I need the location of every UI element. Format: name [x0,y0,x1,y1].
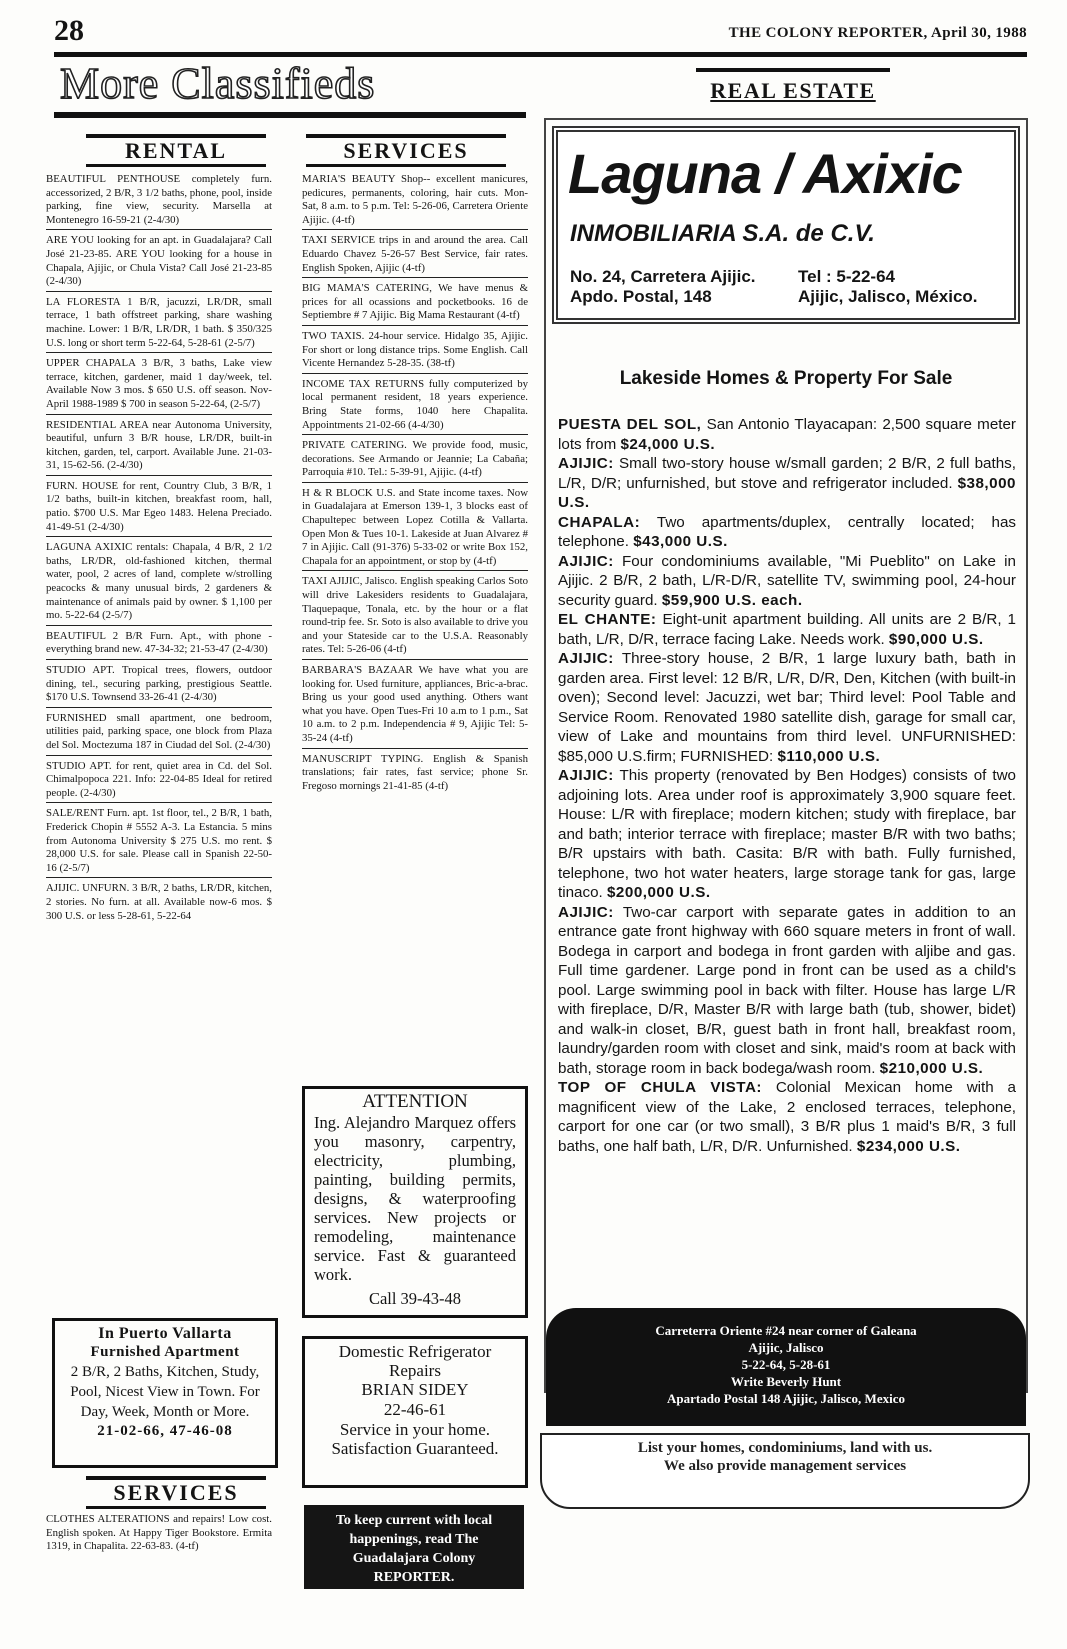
real-estate-panel [544,118,1028,1474]
real-estate-title: REAL ESTATE [696,68,890,104]
refrigerator-name: BRIAN SIDEY [361,1380,469,1399]
newspaper-dateline: THE COLONY REPORTER, April 30, 1988 [728,25,1027,41]
rental-ad: FURN. HOUSE for rent, Country Club, 3 B/R, 1 1/2 baths, built-in kitchen, breakfast room, hall, patio. $700 U.S. Mar Egeo 1483. Helena Preciado. 41-49-51 (2-4/30) [46,479,272,537]
listing-location: EL CHANTE: [558,611,657,628]
property-listings [558,415,1016,1156]
rental-ad: BEAUTIFUL PENTHOUSE completely furn. accessorized, 2 B/R, 3 1/2 baths, phone, pool, inside parking, fine view, security. Marsella at Montenegro 16-59-21 (2-4/30) [46,172,272,230]
services-ad: INCOME TAX RETURNS fully computerized by local permanent resident, 18 years experience. Bring State forms, 1040 here Chapalita. Appointments 21-02-66 (4-4/30) [302,377,528,435]
rental-ad: STUDIO APT. Tropical trees, flowers, outdoor dining, tel., securing parking, prestigious Seattle. $170 U.S. Townsend 33-26-41 (2-4/30) [46,663,272,708]
listing-location: TOP OF CHULA VISTA: [558,1079,762,1096]
attention-ad [302,1086,528,1318]
rental-ad: AJIJIC. UNFURN. 3 B/R, 2 baths, LR/DR, kitchen, 2 stories. No furn. at all. Available now-6 mos. $ 300 U.S. or less 5-28-61, 5-22-64 [46,882,272,922]
laguna-axixic-banner [552,126,1020,324]
section-title: More Classifieds [60,59,376,108]
services-ad: MANUSCRIPT TYPING. English & Spanish translations; fair rates, fast service; phone Sr. Fregoso mornings 21-41-85 (4-tf) [302,752,528,792]
listing-location: AJIJIC: [558,650,614,667]
listing-description: Two-car carport with separate gates in addition to an entrance gate front highway with 660 square meters in front of wall. Bodega in carport and bodega in front garden with aljibe and gas. Full time gardener. Large pond in front can be used as a child's pool. Large swimming pool in back with filter. House has large L/R with fireplace, D/R, Master B/R with large bath (tub, shower, bidet) and walk-in closet, B/R, guest bath in front hall, breakfast room, laundry/garden room with closet and sink, maid's room at back with bath, storage room in back bodega/wash room. [558,903,1016,1077]
listing-location: PUESTA DEL SOL, [558,416,702,433]
property-listing [558,903,1016,1079]
property-listing [558,513,1016,552]
services-heading-left: SERVICES [86,1476,266,1509]
listing-location: AJIJIC: [558,903,614,921]
property-listing [558,766,1016,903]
listing-price: $24,000 U.S. [620,435,716,453]
listing-location: AJIJIC: [558,552,614,570]
rental-ad: RESIDENTIAL AREA near Autonoma University, beautiful, unfurn 3 B/R house, LR/DR, built-in kitchen, garden, tel, carport. Available June. 21-03-31, 15-62-56. (2-4/30) [46,418,272,476]
listing-title: Lakeside Homes & Property For Sale [619,368,953,389]
attention-title: ATTENTION [362,1091,468,1112]
listing-price: $59,900 U.S. each. [661,591,803,609]
section-rule [54,112,526,118]
refrigerator-repairs-ad [302,1336,528,1488]
services-ad: TAXI SERVICE trips in and around the area. Call Eduardo Chavez 5-26-57 Best Service, fair rates. English Spoken, Ajijic (4-tf) [302,233,528,278]
services-ad: PRIVATE CATERING. We provide food, music, decorations. See Armando or Jeannie; La Cabaña; Parroquia #10. Tel.: 5-39-91, Ajijic. (4-tf) [302,438,528,483]
listing-price: $210,000 U.S. [879,1059,984,1077]
puerto-vallarta-ad [52,1318,278,1468]
list-with-us-note: List your homes, condominiums, land with us. We also provide management services [540,1433,1030,1509]
listing-price: $38,000 U.S. [558,474,1016,511]
company-subtitle: INMOBILIARIA S.A. de C.V. [570,220,875,247]
rental-ad: BEAUTIFUL 2 B/R Furn. Apt., with phone - everything brand new. 47-34-32; 21-53-47 (2-4/30) [46,629,272,660]
rental-column [46,172,272,928]
company-contact: Tel : 5-22-64 Ajijic, Jalisco, México. [798,267,978,306]
refrigerator-title: Domestic Refrigerator Repairs [338,1342,492,1380]
rental-ad: FURNISHED small apartment, one bedroom, utilities paid, parking space, one block from Plaza del Sol. Moctezuma 187 in Ciudad del Sol. (2-4/30) [46,711,272,756]
refrigerator-phone: 22-46-61 [383,1400,447,1419]
listing-location: CHAPALA: [558,513,641,531]
listing-description: This property (renovated by Ben Hodges) consists of two adjoining lots. Area under roof is approximately 3,900 square feet. House: L/R with fireplace; modern kitchen; study with fireplace, bar and bath; interior terrace with fireplace; master B/R with two baths; B/R upstairs with bath. Casita: B/R with bath. Fully furnished, telephone, two hot water heaters, large storage tank for gas, large tinaco. [558,767,1016,901]
rental-heading: RENTAL [86,134,266,167]
rental-ad: STUDIO APT. for rent, quiet area in Cd. del Sol. Chimalpopoca 221. Info: 22-04-85 Ideal for retired people. (2-4/30) [46,759,272,804]
page-number: 28 [54,14,84,47]
listing-description: Small two-story house w/small garden; 2 B/R, 2 full baths, L/R, D/R; unfurnished, but stove and refrigerator included. [558,455,1016,492]
services-ad: BIG MAMA'S CATERING, We have menus & prices for all ocassions and pocketbooks. 16 de Septiembre # 7 Ajijic. Big Mama Restaurant (4-tf) [302,281,528,326]
pv-subtitle: Furnished Apartment [90,1344,240,1360]
attention-phone: Call 39-43-48 [368,1289,462,1308]
company-address: No. 24, Carretera Ajijic. Apdo. Postal, 148 [570,267,756,306]
services-ad: MARIA'S BEAUTY Shop-- excellent manicures, pedicures, permanents, coloring, hair cuts. Mon-Sat, 8 a.m. to 5 p.m. Tel: 5-26-06, Carretera Oriente Ajijic. (4-tf) [302,172,528,230]
company-name: Laguna / Axixic [568,142,962,205]
property-listing [558,610,1016,649]
listing-price: $200,000 U.S. [606,884,711,901]
listing-price: $90,000 U.S. [888,630,984,648]
listing-description: San Antonio Tlayacapan: 2,500 square meter lots from [558,416,1016,453]
property-listing [558,415,1016,454]
services-ad: TWO TAXIS. 24-hour service. Hidalgo 35, Ajijic. For short or long distance trips. Some English. Call Vicente Hernandez 5-28-35. (38-tf) [302,329,528,374]
property-listing [558,454,1016,513]
listing-description: Eight-unit apartment building. All units are 2 B/R, 1 bath, L/R, D/R, terrace facing Lake. Needs work. [558,611,1016,648]
property-listing [558,552,1016,611]
listing-description: Two apartments/duplex, centrally located; has telephone. [558,513,1016,550]
listing-price: $110,000 U.S. [777,747,881,765]
contact-block: Carreterra Oriente #24 near corner of Galeana Ajijic, Jalisco 5-22-64, 5-28-61 Write Beverly Hunt Apartado Postal 148 Ajijic, Jalisco, Mexico [546,1308,1026,1426]
listing-location: AJIJIC: [558,455,614,472]
services-ad: BARBARA'S BAZAAR We have what you are looking for. Used furniture, appliances, Bric-a-brac. Bring us your good used anything. Others want what you have. Open Tues-Fri 10 a.m to 1 p.m., Sat 10 a.m. to 2 p.m. Independencia # 9, Ajijic Tel: 5-35-24 (4-tf) [302,663,528,749]
colony-reporter-promo: To keep current with local happenings, read The Guadalajara Colony REPORTER. [304,1505,524,1589]
header-rule [54,52,1027,57]
rental-ad: LA FLORESTA 1 B/R, jacuzzi, LR/DR, small terrace, 1 bath offstreet parking, share washing machine. Lower: 1 B/R, LR/DR, 1 bath. $ 350/325 U.S. long or short term 5-22-64, 5-28-61 (2-5/7) [46,295,272,353]
services-ad: TAXI AJIJIC, Jalisco. English speaking Carlos Soto will drive Lakesiders residents to Guadalajara, Tlaquepaque, Tonala, etc. by the hour or a flat round-trip fee. Sr. Soto is also available to drive you and your Stateside car to the U.S.A. Reasonably rates. Tel: 5-26-06 (4-tf) [302,574,528,660]
rental-ad: ARE YOU looking for an apt. in Guadalajara? Call José 21-23-85. ARE YOU looking for a house in Chapala, Ajijic, or Chula Vista? Call José 21-23-85 (2-4/30) [46,233,272,291]
services-ad: H & R BLOCK U.S. and State income taxes. Now in Guadalajara at Emerson 139-1, 3 blocks east of Chapultepec between Lopez Cotilla & Vallarta. Open Mon & Tues 10-1. Lakeside at Juan Alvarez # 7 in Ajijic. Call (91-376) 5-33-02 or write Box 152, Chapala for an appointment, or stop by (4-tf) [302,486,528,572]
attention-body: Ing. Alejandro Marquez offers you masonry, carpentry, electricity, plumbing, painting, building permits, designs, & waterproofing services. New projects or remodeling, maintenance service. Fast & guaranteed work. [314,1113,516,1284]
rental-ad: SALE/RENT Furn. apt. 1st floor, tel., 2 B/R, 1 bath, Frederick Chopin # 5552 A-3. La Estancia. 5 mins from Autonoma University $ 275 U.S. mo rent. $ 28,000 U.S. for sale. Please call in Spanish 22-50-16 (2-5/7) [46,806,272,878]
property-listing [558,649,1016,766]
listing-price: $234,000 U.S. [856,1137,961,1155]
services-heading: SERVICES [306,134,506,167]
refrigerator-body: Service in your home. Satisfaction Guaranteed. [331,1420,499,1458]
pv-phones: 21-02-66, 47-46-08 [97,1423,233,1439]
listing-description: Three-story house, 2 B/R, 1 large luxury bath, bath in garden area. First level: 12 B/R, L/R, D/R, Den, Kitchen (with built-in oven); Second level: Jacuzzi, wet bar; Third level: Pool Table and Service Room. Renovated 1980 satellite dish, garage for small car, view of Lake and mountains from third level. UNFURNISHED: $85,000 U.S.firm; FURNISHED: [558,650,1016,765]
rental-ad: LAGUNA AXIXIC rentals: Chapala, 4 B/R, 2 1/2 baths, LR/DR, old-fashioned kitchen, thermal water, pool, 2 acres of land, complete w/strolling peacocks & many unusual birds, 2 gardeners & maintenance of animals paid by owner. $ 1,100 per mo. 5-22-64 (2-5/7) [46,540,272,626]
services-column [302,172,528,798]
pv-title: In Puerto Vallarta [98,1325,232,1342]
listing-price: $43,000 U.S. [633,533,728,550]
listing-description: Colonial Mexican home with a magnificent view of the Lake, 2 enclosed terraces, telephone, carport for one car (or two small), 3 B/R plus 1 maid's B/R, 3 full baths, one half bath, L/R, D/R. Unfurnished. [558,1079,1016,1155]
rental-ad: UPPER CHAPALA 3 B/R, 3 baths, Lake view terrace, kitchen, gardener, maid 1 day/week, tel. Available Now 3 mos. $ 650 U.S. off season. Nov-April 1988-1989 $ 700 in season 5-22-64, (2-5/7) [46,356,272,414]
listing-description: Four condominiums available, "Mi Pueblito" on Lake in Ajijic. 2 B/R, 2 bath, L/R-D/R, satellite TV, swimming pool, 24-hour security guard. [558,552,1016,609]
clothes-alterations-ad: CLOTHES ALTERATIONS and repairs! Low cost. English spoken. At Happy Tiger Bookstore. Ermita 1319, in Chapalita. 22-63-83. (4-tf) [46,1513,272,1553]
property-listing [558,1078,1016,1156]
listing-location: AJIJIC: [558,767,614,784]
pv-body: 2 B/R, 2 Baths, Kitchen, Study, Pool, Nicest View in Town. For Day, Week, Month or More. [70,1364,260,1420]
